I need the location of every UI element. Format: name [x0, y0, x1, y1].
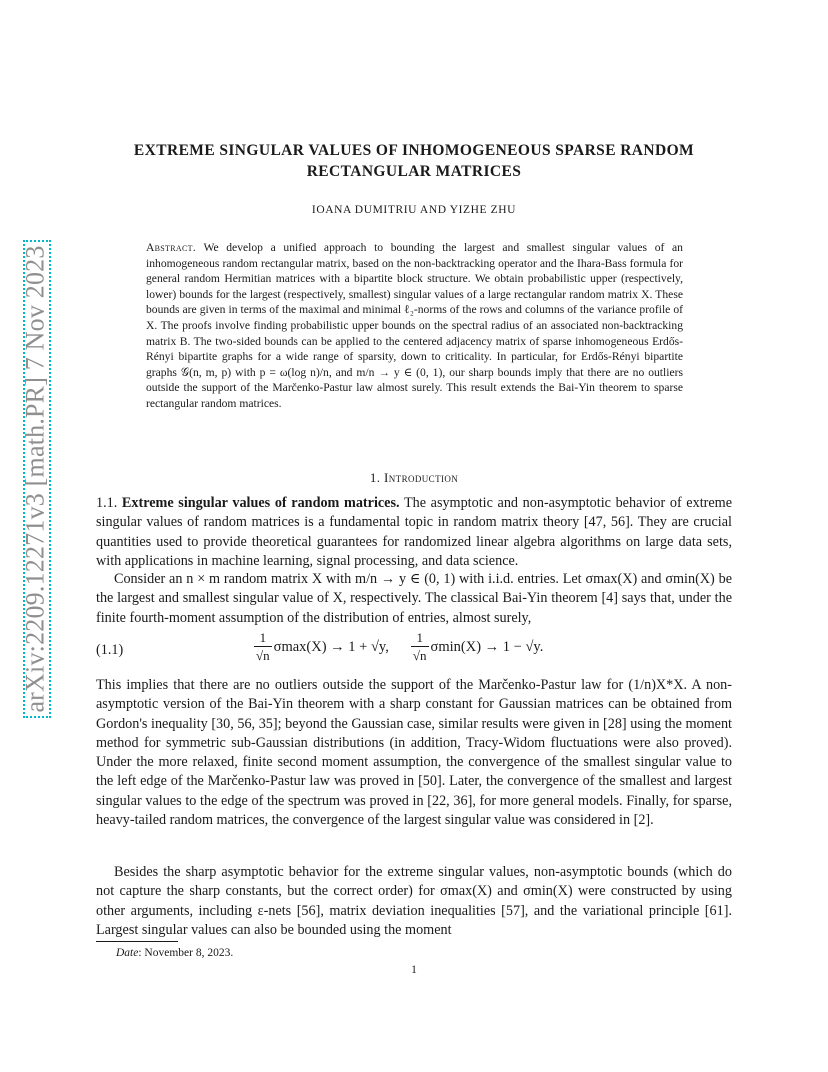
subsection-number: 1.1. — [96, 495, 118, 511]
equation-number: (1.1) — [96, 642, 124, 658]
section-number: 1. — [369, 470, 381, 485]
paragraph-4: Besides the sharp asymptotic behavior for the extreme singular values, non-asymptotic bounds (which do not capture the sharp constants, but the correct order) for σmax(X) and σmin(X) were constructed by using other arguments, including ε-nets [56], matrix deviation inequalities [57], and the variational principle [61]. Largest singular values can also be bounded using the moment — [96, 864, 732, 938]
equation-1-1 — [96, 630, 732, 670]
footnote-rule — [96, 941, 178, 942]
fraction-right-numerator: 1 — [416, 630, 423, 645]
footnote-text: : November 8, 2023. — [138, 947, 234, 959]
paragraph-2: Consider an n × m random matrix X with m/n → y ∈ (0, 1) with i.i.d. entries. Let σmax(X) and σmin(X) be the largest and smallest singular value of X, respectively. The classical Bai-Yin theorem [4] says that, under the finite fourth-moment assumption of the distribution of entries, almost surely, — [96, 571, 732, 626]
abstract — [146, 240, 683, 412]
subsection-title: Extreme singular values of random matrices. — [121, 495, 400, 511]
paragraph-3: This implies that there are no outliers outside the support of the Marčenko-Pastur law for (1/n)X*X. A non-asymptotic version of the Bai-Yin theorem with a sharp constant for Gaussian matrices can be obtained from Gordon's inequality [30, 56, 35]; beyond the Gaussian case, similar results were given in [28] using the moment method for symmetric sub-Gaussian distributions (in addition, Tracy-Widom fluctuations were also proved). Under the more relaxed, finite second moment assumption, the convergence of the smallest singular value to the left edge of the Marčenko-Pastur law was proved in [50]. Later, the convergence of the smallest and largest singular values to the edge of the spectrum was proved in [22, 36], for more general models. Finally, for sparse, heavy-tailed random matrices, the convergence of the largest singular value was considered in [2]. — [96, 677, 732, 829]
equation-left-term: σmax(X) → 1 + √y, — [273, 639, 389, 655]
paragraph-1-text: The asymptotic and non-asymptotic behavior of extreme singular values of random matrices is a fundamental topic in random matrix theory [47, 56]. They are crucial quantities used to provide theoretical guarantees for randomized linear algebra algorithms on large data sets, with applications in machine learning, signal processing, and data science. — [96, 495, 732, 569]
fraction-left — [254, 630, 272, 665]
section-title: Introduction — [384, 470, 459, 485]
paper-authors: IOANA DUMITRIU AND YIZHE ZHU — [311, 204, 517, 216]
fraction-left-denominator: √n — [256, 648, 270, 663]
fraction-right-denominator: √n — [412, 648, 427, 663]
equation-right-term: σmin(X) → 1 − √y. — [430, 639, 544, 655]
arxiv-identifier-text: arXiv:2209.12271v3 [math.PR] 7 Nov 2023 — [21, 245, 51, 713]
equation-body — [254, 630, 543, 665]
fraction-right — [411, 630, 429, 665]
paper-title: EXTREME SINGULAR VALUES OF INHOMOGENEOUS SPARSE RANDOM RECTANGULAR MATRICES — [133, 142, 695, 180]
abstract-label: Abstract. — [146, 241, 196, 254]
section-heading — [96, 470, 732, 486]
page-number: 1 — [411, 964, 417, 976]
arxiv-identifier[interactable] — [20, 244, 52, 714]
abstract-text: We develop a unified approach to bounding the largest and smallest singular values of an inhomogeneous random rectangular matrix, based on the non-backtracking operator and the Ihara-Bass formula for general random Hermitian matrices with a bipartite block structure. We obtain probabilistic upper (respectively, lower) bounds for the largest (respectively, smallest) singular values of a large rectangular random matrix X. These bounds are given in terms of the maximal and minimal ℓ₂-norms of the rows and columns of the variance profile of X. The proofs involve finding probabilistic upper bounds on the spectral radius of an associated non-backtracking matrix B. The two-sided bounds can be applied to the centered adjacency matrix of sparse inhomogeneous Erdős-Rényi bipartite graphs for a wide range of sparsity, down to criticality. In particular, for Erdős-Rényi bipartite graphs 𝒢(n, m, p) with p = ω(log n)/n, and m/n → y ∈ (0, 1), our sharp bounds imply that there are no outliers outside the support of the Marčenko-Pastur law almost surely. This result extends the Bai-Yin theorem to sparse rectangular random matrices. — [146, 241, 683, 410]
fraction-left-numerator: 1 — [259, 630, 267, 645]
footnote-label: Date — [116, 947, 139, 959]
footnote — [116, 947, 233, 959]
paragraph-1 — [96, 494, 732, 571]
